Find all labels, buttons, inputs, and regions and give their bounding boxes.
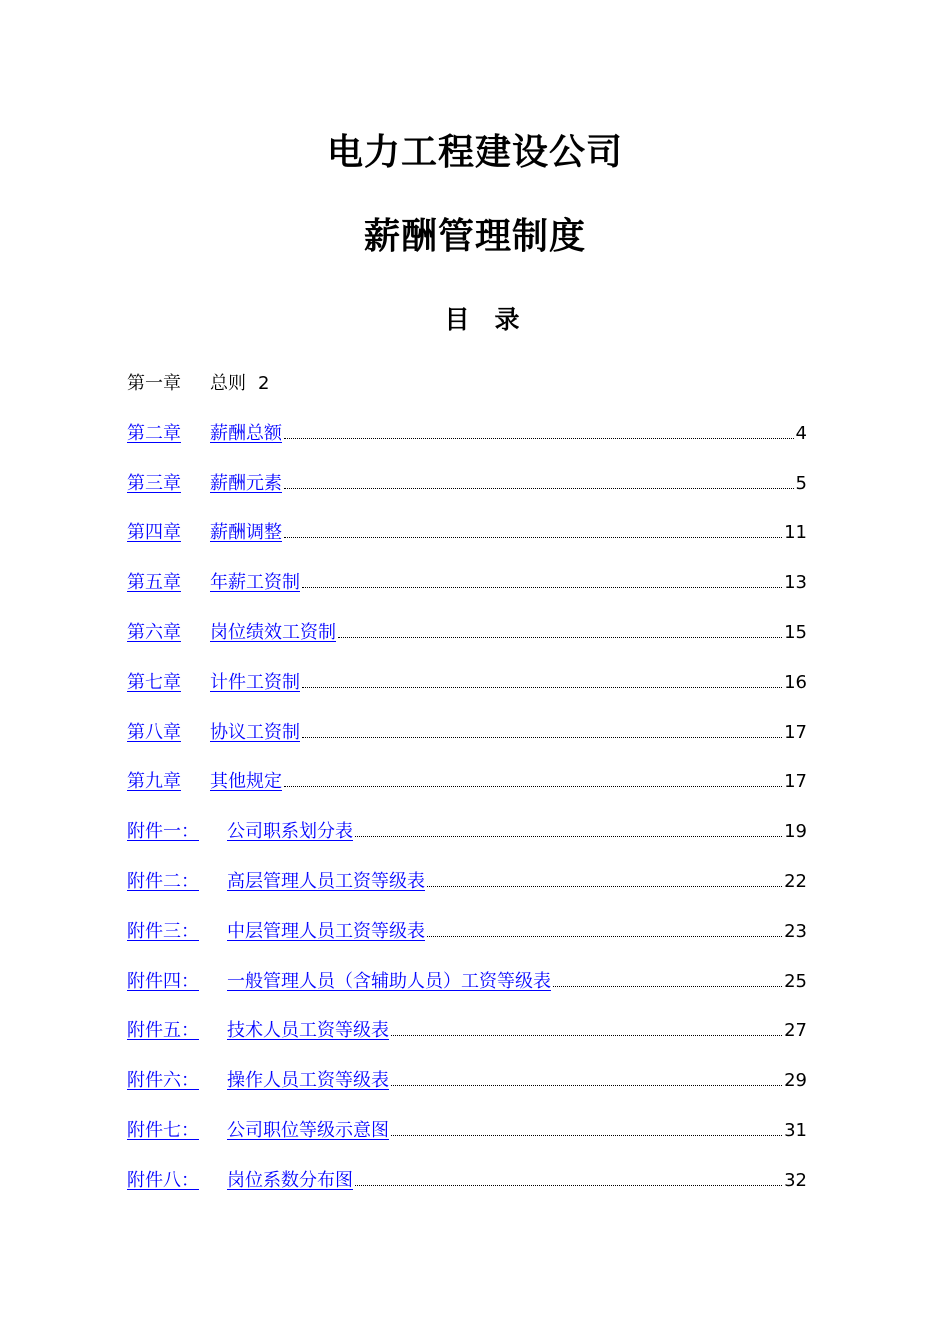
toc-entry[interactable] (127, 766, 807, 816)
toc-entry-title[interactable]: 岗位绩效工资制 (210, 621, 336, 643)
toc-entry[interactable] (127, 966, 807, 1016)
toc-entry-label[interactable]: 附件三： (127, 920, 199, 942)
toc-entry-title[interactable]: 中层管理人员工资等级表 (227, 920, 425, 942)
toc-entry-title[interactable]: 高层管理人员工资等级表 (227, 870, 425, 892)
toc-heading: 目 录 (444, 305, 520, 334)
toc-entry-label[interactable]: 附件二： (127, 870, 199, 892)
toc-entry-title[interactable]: 一般管理人员（含辅助人员）工资等级表 (227, 970, 551, 992)
toc-page-number: 22 (784, 870, 807, 892)
toc-dot-leader (284, 488, 794, 489)
toc-entry-label: 第一章 (127, 373, 181, 394)
toc-entry-label[interactable]: 附件七： (127, 1119, 199, 1141)
toc-entry[interactable] (127, 1165, 807, 1215)
toc-page-number: 23 (784, 920, 807, 942)
toc-entry-label[interactable]: 第四章 (127, 522, 181, 544)
toc-dot-leader (391, 1035, 782, 1036)
table-of-contents (127, 368, 807, 1215)
toc-entry-title[interactable]: 薪酬总额 (210, 422, 282, 444)
toc-entry[interactable] (127, 1115, 807, 1165)
toc-entry-label[interactable]: 第二章 (127, 422, 181, 444)
toc-entry-title: 总则 (210, 373, 246, 394)
toc-entry (127, 368, 807, 418)
toc-page-number: 11 (784, 522, 807, 544)
toc-entry-label[interactable]: 附件八： (127, 1169, 199, 1191)
toc-entry-title[interactable]: 计件工资制 (210, 671, 300, 693)
toc-dot-leader (284, 537, 782, 538)
toc-page-number: 27 (784, 1020, 807, 1042)
toc-dot-leader (284, 438, 794, 439)
toc-entry-title[interactable]: 协议工资制 (210, 721, 300, 743)
toc-entry-title[interactable]: 岗位系数分布图 (227, 1169, 353, 1191)
toc-entry[interactable] (127, 418, 807, 468)
toc-entry[interactable] (127, 667, 807, 717)
toc-entry-label[interactable]: 第九章 (127, 771, 181, 793)
toc-dot-leader (355, 836, 782, 837)
toc-entry[interactable] (127, 916, 807, 966)
toc-entry[interactable] (127, 468, 807, 518)
toc-page-number: 19 (784, 821, 807, 843)
toc-entry-label[interactable]: 附件五： (127, 1020, 199, 1042)
document-title: 电力工程建设公司 (326, 132, 623, 173)
toc-entry[interactable] (127, 617, 807, 667)
toc-entry-label[interactable]: 第三章 (127, 472, 181, 494)
toc-dot-leader (391, 1135, 782, 1136)
toc-page-number: 17 (784, 771, 807, 793)
toc-entry[interactable] (127, 1015, 807, 1065)
toc-dot-leader (338, 637, 782, 638)
toc-page-number: 13 (784, 572, 807, 594)
toc-entry-title[interactable]: 公司职系划分表 (227, 821, 353, 843)
toc-page-number: 29 (784, 1070, 807, 1092)
toc-page-number: 2 (258, 373, 270, 394)
toc-entry-label[interactable]: 第七章 (127, 671, 181, 693)
toc-entry[interactable] (127, 1065, 807, 1115)
toc-entry-title[interactable]: 操作人员工资等级表 (227, 1070, 389, 1092)
toc-page-number: 4 (795, 422, 807, 444)
toc-entry-label[interactable]: 附件四： (127, 970, 199, 992)
toc-entry-title[interactable]: 年薪工资制 (210, 572, 300, 594)
toc-entry-label[interactable]: 附件六： (127, 1070, 199, 1092)
toc-page-number: 17 (784, 721, 807, 743)
toc-dot-leader (427, 886, 782, 887)
toc-entry[interactable] (127, 517, 807, 567)
toc-dot-leader (302, 737, 782, 738)
toc-dot-leader (391, 1085, 782, 1086)
toc-entry-label[interactable]: 第五章 (127, 572, 181, 594)
toc-entry-label[interactable]: 第六章 (127, 621, 181, 643)
toc-entry-label[interactable]: 第八章 (127, 721, 181, 743)
toc-page-number: 32 (784, 1169, 807, 1191)
document-subtitle: 薪酬管理制度 (363, 216, 586, 257)
toc-entry[interactable] (127, 567, 807, 617)
toc-entry[interactable] (127, 866, 807, 916)
toc-page-number: 31 (784, 1119, 807, 1141)
toc-dot-leader (355, 1185, 782, 1186)
toc-page-number: 15 (784, 621, 807, 643)
toc-entry-title[interactable]: 技术人员工资等级表 (227, 1020, 389, 1042)
toc-entry-title[interactable]: 其他规定 (210, 771, 282, 793)
toc-page-number: 25 (784, 970, 807, 992)
toc-dot-leader (553, 986, 782, 987)
toc-entry-title[interactable]: 薪酬元素 (210, 472, 282, 494)
toc-dot-leader (427, 936, 782, 937)
toc-dot-leader (284, 786, 782, 787)
toc-entry-title[interactable]: 薪酬调整 (210, 522, 282, 544)
toc-page-number: 16 (784, 671, 807, 693)
toc-entry-label[interactable]: 附件一： (127, 821, 199, 843)
toc-entry[interactable] (127, 717, 807, 767)
toc-entry[interactable] (127, 816, 807, 866)
toc-page-number: 5 (795, 472, 807, 494)
toc-entry-title[interactable]: 公司职位等级示意图 (227, 1119, 389, 1141)
toc-dot-leader (302, 587, 782, 588)
toc-dot-leader (302, 687, 782, 688)
